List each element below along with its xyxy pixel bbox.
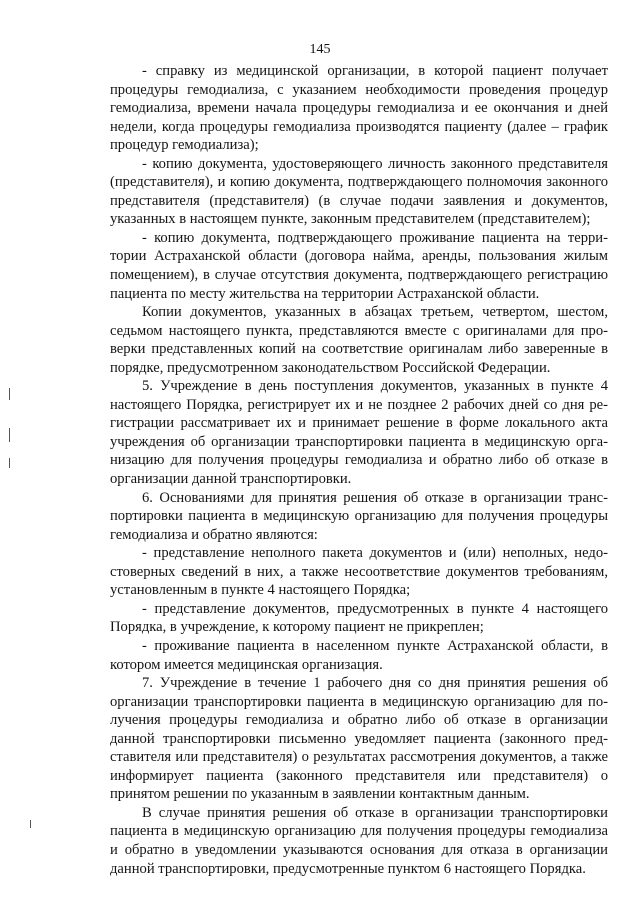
scan-mark: [9, 388, 10, 400]
paragraph-8: - представление документов, предусмотренных в пункте 4 настоящего Порядка, в учреждение, к которому пациент не прикреплен;: [110, 600, 608, 636]
paragraph-9: - проживание пациента в населенном пункте Астраханской области, в котором имеется медицинская организация.: [110, 637, 608, 673]
paragraph-5: 5. Учреждение в день поступления документов, указанных в пункте 4 настоящего Порядка, регистрирует их и не позднее 2 рабочих дней со дня регистрации рассматривает их и принимает решение в форме локального акта учреждения об организации транспортировки пациента в медицинскую организацию для получения процедуры гемодиализа и обратно либо об отказе в организации данной транспортировки.: [110, 378, 608, 488]
paragraph-7: - представление неполного пакета документов и (или) неполных, недостоверных сведений в них, а также несоответствие документов требованиям, установленным в пункте 4 настоящего Порядка;: [110, 545, 608, 599]
paragraph-10: 7. Учреждение в течение 1 рабочего дня со дня принятия решения об организации транспортировки пациента в медицинскую организацию для получения процедуры гемодиализа и обратно либо об отказе в организации данной транспортировки письменно уведомляет пациента (законного представителя или представителя) о результатах рассмотрения документов, а также информирует пациента (законного представителя или представителя) о принятом решении по указанным в заявлении контактным данным.: [110, 675, 608, 803]
paragraph-2: - копию документа, удостоверяющего личность законного представителя (представителя), и копию документа, подтверждающего полномочия законного представителя (представителя) (в случае подачи заявления и документов, указанных в настоящем пункте, законным представителем (представителем);: [110, 155, 608, 228]
paragraph-1: - справку из медицинской организации, в которой пациент получает процедуры гемодиализа, с указанием необходимости проведения процедур гемодиализа, времени начала процедуры гемодиализа и ее окончания и дней недели, когда процедуры гемодиализа производятся пациенту (далее – график процедур гемодиализа);: [110, 63, 608, 154]
paragraph-6: 6. Основаниями для принятия решения об отказе в организации транспортировки пациента в медицинскую организацию для получения процедуры гемодиализа и обратно являются:: [110, 489, 608, 543]
paragraph-4: Копии документов, указанных в абзацах третьем, четвертом, шестом, седьмом настоящего пункта, представляются вместе с оригиналами для проверки представленных копий на соответствие оригиналам либо заверенные в порядке, предусмотренном законодательством Российской Федерации.: [110, 304, 608, 376]
paragraph-11: В случае принятия решения об отказе в организации транспортировки пациента в медицинскую организацию для получения процедуры гемодиализа и обратно в уведомлении указываются основания для отказа в организации данной транспортировки, предусмотренные пунктом 6 настоящего Порядка.: [110, 804, 608, 877]
document-body: [110, 62, 608, 878]
scan-mark: [30, 820, 31, 828]
paragraph-3: - копию документа, подтверждающего проживание пациента на территории Астраханской области (договора найма, аренды, пользования жилым помещением), в случае отсутствия документа, подтверждающего регистрацию пациента по месту жительства на территории Астраханской области.: [110, 229, 608, 302]
scan-mark: [9, 458, 10, 468]
page-number: 145: [309, 42, 331, 57]
scan-mark: [9, 428, 10, 442]
